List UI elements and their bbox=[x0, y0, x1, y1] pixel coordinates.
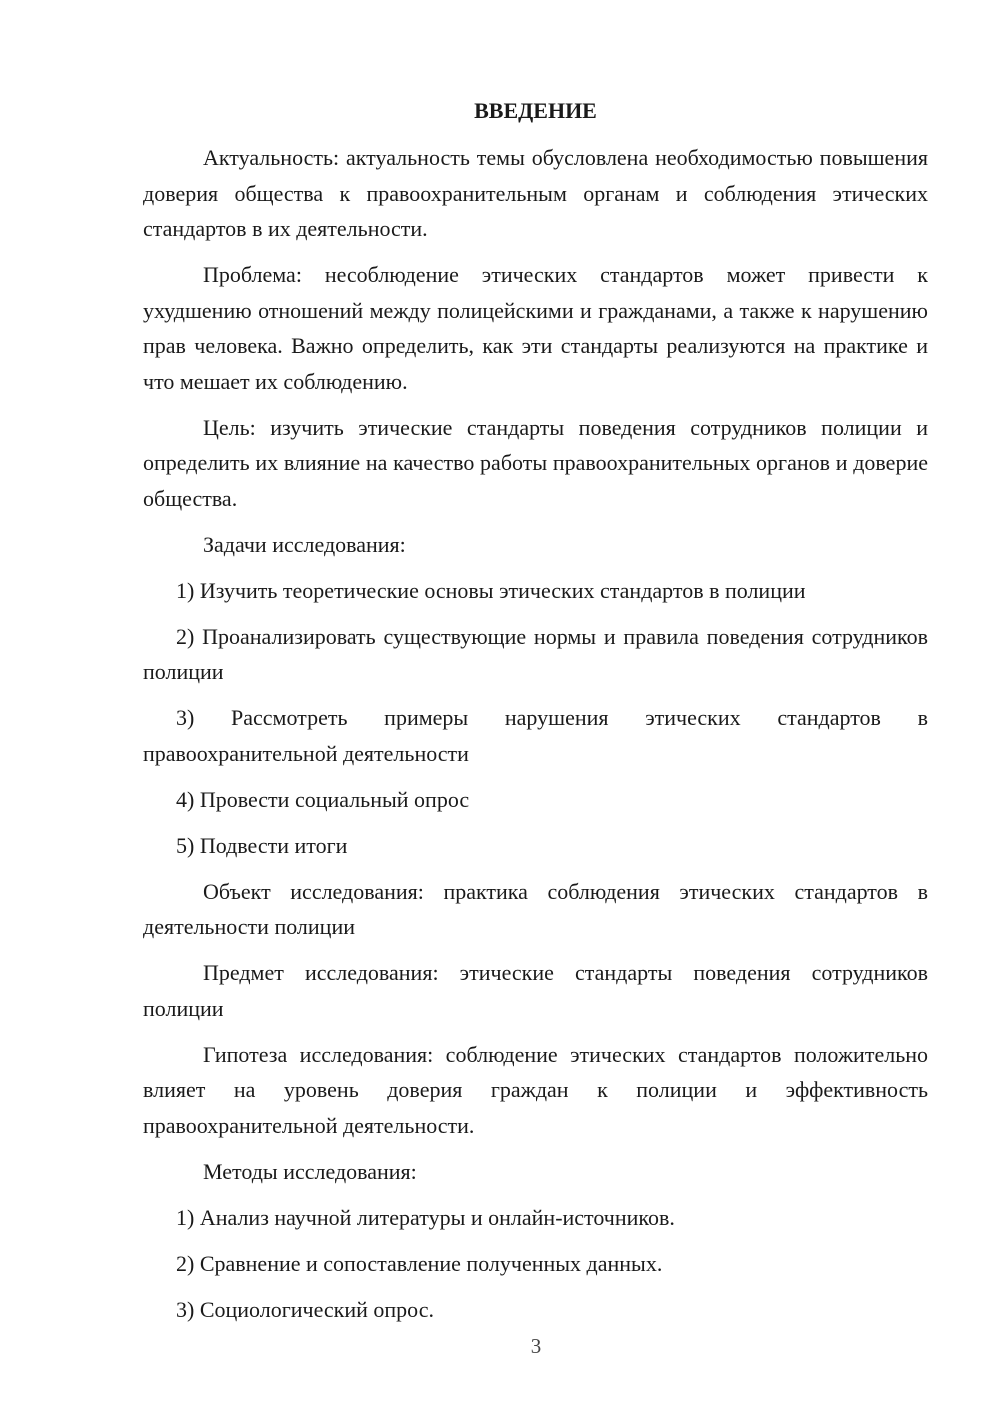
page-title: ВВЕДЕНИЕ bbox=[474, 98, 597, 123]
method-list-item: 3) Социологический опрос. bbox=[176, 1296, 434, 1322]
task-list-item: 4) Провести социальный опрос bbox=[176, 786, 470, 812]
method-list-item: 1) Анализ научной литературы и онлайн-источников. bbox=[176, 1204, 675, 1230]
task-list-item: 2) Проанализировать существующие нормы и правила поведения сотрудников полиции bbox=[143, 623, 928, 684]
document-page bbox=[143, 96, 928, 1338]
paragraph-relevance: Актуальность: актуальность темы обусловлена необходимостью повышения доверия общества к правоохранительным органам и соблюдения этических стандартов в их деятельности. bbox=[143, 145, 928, 241]
page-number: 3 bbox=[530, 1334, 542, 1358]
task-list-item: 5) Подвести итоги bbox=[176, 832, 348, 858]
paragraph-hypothesis: Гипотеза исследования: соблюдение этических стандартов положительно влияет на уровень доверия граждан к полиции и эффективность правоохранительной деятельности. bbox=[143, 1041, 928, 1138]
paragraph-tasks-heading: Задачи исследования: bbox=[203, 531, 406, 557]
task-list-item: 3) Рассмотреть примеры нарушения этических стандартов в правоохранительной деятельности bbox=[143, 705, 928, 766]
paragraph-subject: Предмет исследования: этические стандарты поведения сотрудников полиции bbox=[143, 960, 928, 1021]
paragraph-problem: Проблема: несоблюдение этических стандартов может привести к ухудшению отношений между полицейскими и гражданами, а также к нарушению прав человека. Важно определить, как эти стандарты реализуются на практике и что мешает их соблюдению. bbox=[143, 262, 928, 394]
paragraph-methods-heading: Методы исследования: bbox=[203, 1158, 417, 1184]
method-list-item: 2) Сравнение и сопоставление полученных данных. bbox=[176, 1250, 663, 1276]
paragraph-goal: Цель: изучить этические стандарты поведения сотрудников полиции и определить их влияние на качество работы правоохранительных органов и доверие общества. bbox=[143, 414, 928, 511]
paragraph-object: Объект исследования: практика соблюдения этических стандартов в деятельности полиции bbox=[143, 878, 928, 939]
task-list-item: 1) Изучить теоретические основы этических стандартов в полиции bbox=[176, 577, 806, 603]
